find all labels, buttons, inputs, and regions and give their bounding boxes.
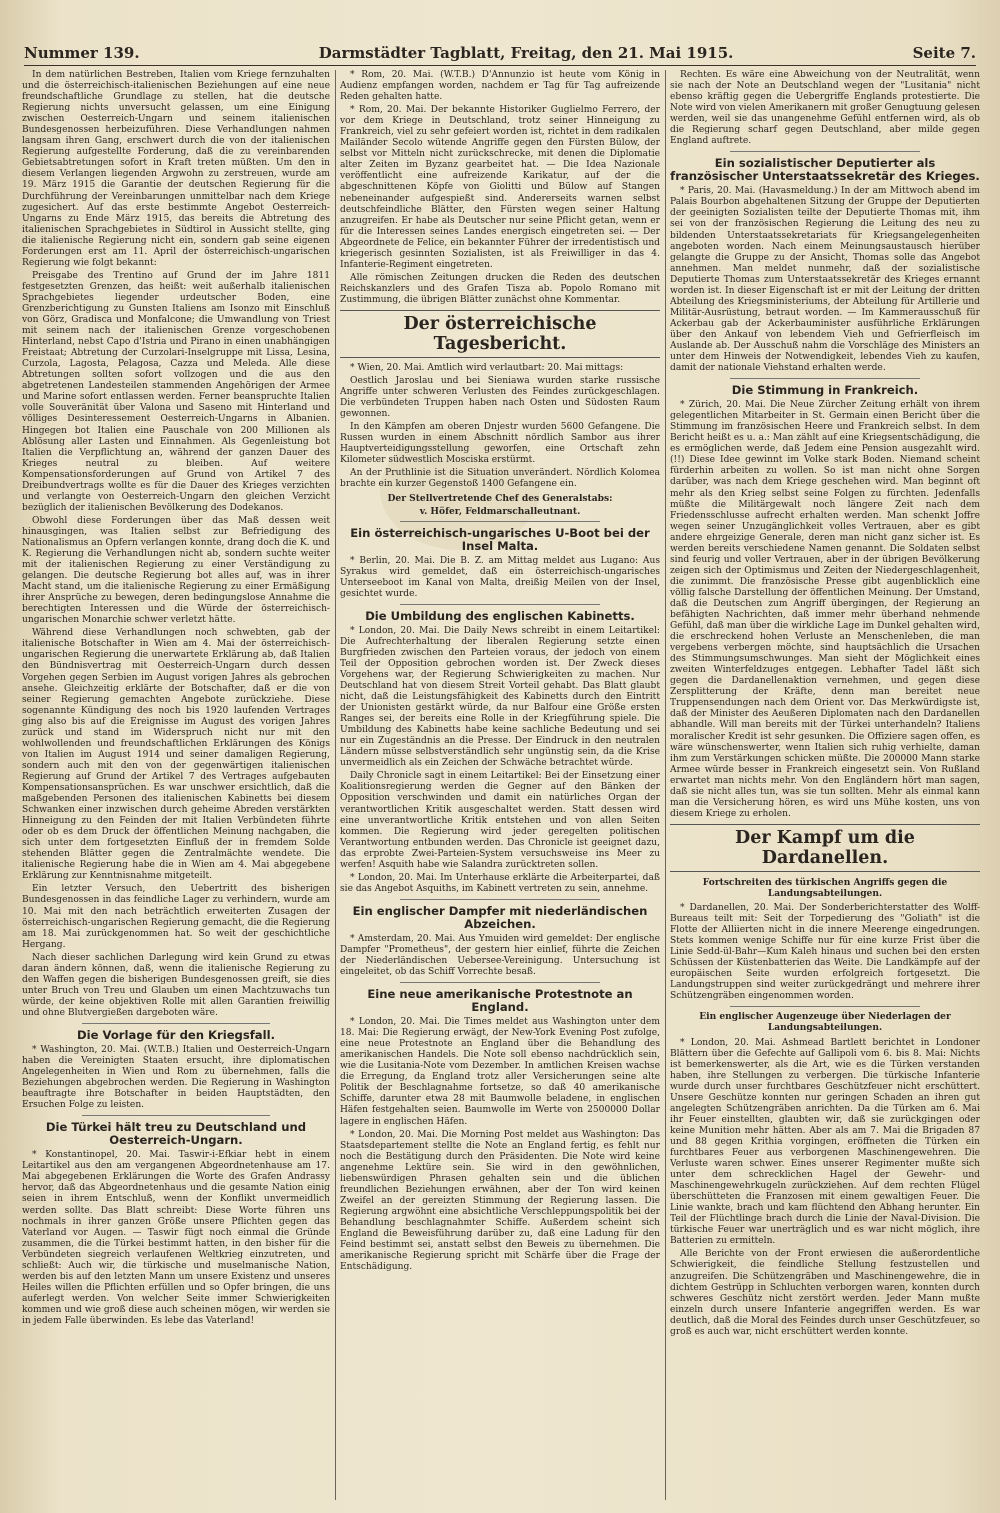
paragraph: In den Kämpfen am oberen Dnjestr wurden 5600 Gefangene. Die Russen wurden in einem Abschnitt nördlich Sambor aus ihrer Hauptverteidigungsstellung geworfen, eine Ortschaft zehn Kilometer südwestlich Mosciska erstürmt. xyxy=(340,422,660,466)
headline-augenzeuge: Ein englischer Augenzeuge über Niederlagen der Landungsabteilungen. xyxy=(699,1011,951,1034)
paragraph: Rechten. Es wäre eine Abweichung von der Neutralität, wenn sie nach der Note an Deutschland wegen der "Lusitania" nicht ebenso kräftig gegen die Uebergriffe Englands protestierte. Die Note wird von vielen Amerikanern mit großer Genugtuung gelesen werden, weil sie das unangenehme Gefühl entfernen wird, als ob die Regierung scharf gegen Deutschland, aber milde gegen England auftrete. xyxy=(670,70,980,147)
paragraph: * Rom, 20. Mai. (W.T.B.) D'Annunzio ist heute vom König in Audienz empfangen worden, nachdem er Tag für Tag aufreizende Reden gehalten hatte. xyxy=(340,70,660,103)
paragraph: Alle Berichte von der Front erwiesen die außerordentliche Schwierigkeit, die feindliche Stellung festzustellen und anzugreifen. Die Schützengräben und Maschinengewehre, die in dichtem Gestrüpp in Schluchten verborgen waren, konnten durch schweres Geschütz nicht zerstört werden. Jeder Mann mußte einzeln durch unsere Infanterie angegriffen werden. Es war deutlich, daß die Moral des Feindes durch unser Geschützfeuer, so groß es auch war, nicht erschüttert werden konnte. xyxy=(670,1249,980,1337)
column-1 xyxy=(22,70,330,1500)
paragraph: In dem natürlichen Bestreben, Italien vom Kriege fernzuhalten und die österreichisch-italienischen Beziehungen auf eine neue freundschaftliche Grundlage zu stellen, hat die deutsche Regierung nichts unversucht gelassen, um eine Einigung zwischen Oesterreich-Ungarn und seinem italienischen Bundesgenossen herbeizuführen. Diese Verhandlungen nahmen langsam ihren Gang, erschwert durch die von der italienischen Regierung aufgestellte Forderung, daß die zu vereinbarenden Gebietsabtretungen sofort in Kraft treten müßten. Um den in diesem Verlangen liegenden Argwohn zu zerstreuen, wurde am 19. März 1915 die Garantie der deutschen Regierung für die Durchführung der Vereinbarungen unmittelbar nach dem Kriege zugesichert. Auf das erste bestimmte Angebot Oesterreich-Ungarns zu Ende März 1915, das bereits die Abtretung des italienischen Sprachgebietes in Südtirol in Aussicht stellte, ging die italienische Regierung nicht ein, sondern gab seine eigenen Forderungen erst am 11. April der österreichisch-ungarischen Regierung wie folgt bekannt: xyxy=(22,70,330,268)
divider xyxy=(400,982,600,983)
paragraph: * London, 20. Mai. Die Daily News schreibt in einem Leitartikel: Die Aufrechterhaltung der liberalen Regierung setzte einen Burgfrieden zwischen den Parteien voraus, der jedoch von einem Teil der Opposition gebrochen worden ist. Der Zweck dieses Vorgehens war, der Regierung Schwierigkeiten zu machen. Nur Deutschland hat von diesem Streit Vorteil gehabt. Das Blatt glaubt nicht, daß die Leistungsfähigkeit des Kabinetts durch den Eintritt der Unionisten gestärkt würde, da nur Balfour eine Größe ersten Ranges sei, der bereits eine Rolle in der Kriegführung spiele. Die Umbildung des Kabinetts habe keine sachliche Bedeutung und sei nur ein Zugeständnis an die Presse. Der Eindruck in den neutralen Ländern müsse selbstverständlich sehr ungünstig sein, da die Krise unvermeidlich als ein Zeichen der Schwäche betrachtet würde. xyxy=(340,625,660,769)
divider xyxy=(400,521,600,522)
paragraph: * London, 20. Mai. Die Times meldet aus Washington unter dem 18. Mai: Die Regierung erwägt, der New-York Evening Post zufolge, eine neue Protestnote an England über die Behandlung des amerikanischen Handels. Die Note soll ebenso nachdrücklich sein, wie die Lusitania-Note vom Dezember. In amtlichen Kreisen wachse die Erregung, da England trotz aller Versicherungen seine alte Politik der Beschlagnahme fortsetze, so daß 40 amerikanische Schiffe, darunter etwa 28 mit Baumwolle beladene, in englischen Häfen festgehalten seien. Baumwolle im Werte von 2500000 Dollar lagere in englischen Häfen. xyxy=(340,1017,660,1127)
divider xyxy=(730,151,920,152)
signature-title: Der Stellvertretende Chef des Generalstabs: xyxy=(387,492,613,504)
column-rule xyxy=(665,70,666,1500)
headline-umbildung: Die Umbildung des englischen Kabinetts. xyxy=(365,608,635,623)
paragraph: Während diese Verhandlungen noch schwebten, gab der italienische Botschafter in Wien am 4. Mai der österreichisch-ungarischen Regierung die unerwartete Erklärung ab, daß Italien den Bündnisvertrag mit Oesterreich-Ungarn durch dessen Vorgehen gegen Serbien im August vorigen Jahres als gebrochen ansehe. Gleichzeitig erklärte der Botschafter, daß er die von seiner Regierung gemachten Angebote zurückziehe. Diese sogenannte Kündigung des noch bis 1920 laufenden Vertrages ging also bis auf die Ereignisse im August des vorigen Jahres zurück und stand im Widerspruch nicht nur mit den wohlwollenden und freundschaftlichen Erklärungen des Königs von Italien im August 1914 und seiner damaligen Regierung, sondern auch mit den von der gegenwärtigen italienischen Regierung auf Grund der Artikel 7 des Vertrages aufgebauten Kompensationsansprüchen. Es war unschwer ersichtlich, daß die maßgebenden Personen des italienischen Kabinetts bei diesem Schwanken einer inzwischen durch geheime Abreden verstärkten Hinneigung zu den Feinden der mit Italien Verbündeten führte oder ob es dem Druck der öffentlichen Meinung nachgaben, die sich unter dem fortgesetzten Einfluß der in fremdem Solde stehenden Blätter gegen die Zentralmächte wendete. Die italienische Regierung habe die in Wien am 4. Mai abgegebene Erklärung zur Kenntnisnahme mitgeteilt. xyxy=(22,628,330,882)
headline-sozialist: Ein sozialistischer Deputierter als französischer Unterstaatssekretär des Krieges. xyxy=(670,156,980,184)
divider xyxy=(730,378,920,379)
headline-stimmung: Die Stimmung in Frankreich. xyxy=(731,383,919,398)
headline-protestnote: Eine neue amerikanische Protestnote an England. xyxy=(367,987,633,1015)
paragraph: * Paris, 20. Mai. (Havasmeldung.) In der am Mittwoch abend im Palais Bourbon abgehaltenen Sitzung der Gruppe der Deputierten der geeinigten Sozialisten teilte der Deputierte Thomas mit, ihm sei von der französischen Regierung die Leitung des neu zu bildenden Unterstaatssekretariats für Kriegsangelegenheiten angeboten worden. Nach einem Meinungsaustausch hierüber gelangte die Gruppe zu der Ansicht, Thomas solle das Angebot annehmen. Man meldet nunmehr, daß der sozialistische Deputierte Thomas zum Unterstaatssekretär des Krieges ernannt worden ist. In dieser Eigenschaft ist er mit der Leitung der dritten Abteilung des Kriegsministeriums, der Abteilung für Artillerie und Militär-Ausrüstung, betraut worden. — Im Kammerausschuß für Ackerbau gab der Ackerbauminister ausführliche Erklärungen über den Ankauf von lebendem Vieh und Gefrierfleisch im Auslande ab. Der Ausschuß nahm die Vorschläge des Ministers an unter dem Hinweis der Notwendigkeit, lebendes Vieh zu kaufen, damit der nationale Viehstand erhalten werde. xyxy=(670,186,980,374)
paragraph: * Washington, 20. Mai. (W.T.B.) Italien und Oesterreich-Ungarn haben die Vereinigten Staaten ersucht, ihre diplomatischen Angelegenheiten in Wien und Rom zu übernehmen, falls die Beziehungen abgebrochen werden. Die Regierung in Washington beauftragte ihre Botschafter in beiden Hauptstädten, den Ersuchen Folge zu leisten. xyxy=(22,1044,330,1111)
paragraph: Ein letzter Versuch, den Uebertritt des bisherigen Bundesgenossen in das feindliche Lager zu verhindern, wurde am 10. Mai mit den nach beträchtlich erweiterten Zusagen der österreichisch-ungarischen Regierung gemacht, die die Regierung am 18. Mai zurückgenommen hat. So weit der geschichtliche Hergang. xyxy=(22,884,330,950)
paragraph: Daily Chronicle sagt in einem Leitartikel: Bei der Einsetzung einer Koalitionsregierung werden die Gegner auf den Bänken der Opposition verschwinden und damit ein natürliches Organ der verantwortlichen Kritik ausgeschaltet werden. Statt dessen wird eine unverantwortliche Kritik entstehen und von allen Seiten kommen. Die Regierung wird jeder geregelten politischen Verantwortung entbunden werden. Das Chronicle ist geeignet dazu, das erprobte Zwei-Parteien-System versuchsweise ins Meer zu werfen! Asquith habe wie Salandra zurücktreten sollen. xyxy=(340,771,660,870)
paragraph: * Zürich, 20. Mai. Die Neue Zürcher Zeitung erhält von ihrem gelegentlichen Mitarbeiter in St. Germain einen Bericht über die Stimmung im französischen Heere und Frankreich selbst. In dem Bericht heißt es u. a.: Man zählt auf eine Kriegsentschädigung, die es ermöglichen werde, daß Jedem eine Pension ausgezahlt wird. (!!) Diese Idee gewinnt im Volke stark Boden. Niemand scheint fürderhin arbeiten zu wollen. So ist man nicht ohne Sorgen darüber, was nach dem Kriege geschehen wird. Man beginnt oft mehr als den Krieg selbst seine Folgen zu fürchten. Jedenfalls müßte die Militärgewalt noch längere Zeit nach dem Friedensschlusse aufrecht erhalten werden. Man schenkt Joffre wegen seiner Unzugänglichkeit volles Vertrauen, aber es gibt andere ehrgeizige Generale, deren man nicht ganz sicher ist. Es werden bereits verschiedene Namen genannt. Die Soldaten selbst sind feurig und voller Vertrauen, aber in der übrigen Bevölkerung zeigen sich der Optimismus und Zeiten der Niedergeschlagenheit, die zunimmt. Die französische Presse gibt augenblicklich eine völlig falsche Darstellung der öffentlichen Meinung. Der Umstand, daß die Deutschen zum Angriff übergingen, der Regierung an befähigten Nachrichten, daß immer mehr überhand nehmende Gefühl, daß man über die wirkliche Lage im Dunkel gehalten wird, die erschreckend hohen Verluste an Menschenleben, die man vergebens verbergen möchte, sind hauptsächlich die Ursachen des Stimmungsumschwunges. Man sieht der Möglichkeit eines zweiten Winterfeldzuges entgegen. Lebhafter Tadel läßt sich gegen die Dardanellenaktion vernehmen, und gegen diese Zersplitterung der Kräfte, denn man bereitet neue Truppensendungen nach dem Orient vor. Das Merkwürdigste ist, daß der Minister des Aeußeren Diplomaten nach den Dardanellen abhandle. Will man bereits mit der Türkei unterhandeln? Italiens moralischer Kredit ist sehr gesunken. Die Offiziere sagen offen, es wäre wünschenswerter, wenn Italien sich ruhig verhielte, daman ihm zum Verstärkungen schicken müßte. Die 200000 Mann starke Armee würde besser in Frankreich eingesetzt sein. Von Rußland erwartet man nichts mehr. Von den Engländern hört man sagen, daß sie nicht alles tun, was sie tun sollten. Mehr als einmal kann man die Versicherung hören, es wird uns Mühe kosten, uns von diesem Kriege zu erholen. xyxy=(670,400,980,819)
headline-dardanellen: Der Kampf um die Dardanellen. xyxy=(670,824,980,872)
newspaper-title: Darmstädter Tagblatt, Freitag, den 21. Mai 1915. xyxy=(318,44,734,62)
paragraph: An der Pruthlinie ist die Situation unverändert. Nördlich Kolomea brachte ein kurzer Gegenstoß 1400 Gefangene ein. xyxy=(340,468,660,490)
paragraph: Alle römischen Zeitungen drucken die Reden des deutschen Reichskanzlers und des Grafen Tisza ab. Popolo Romano mit Zustimmung, die übrigen Blätter zunächst ohne Kommentar. xyxy=(340,272,660,305)
divider xyxy=(82,1115,270,1116)
paragraph: Nach dieser sachlichen Darlegung wird kein Grund zu etwas daran ändern können, daß, wenn die italienische Regierung zu den Waffen gegen die bisherigen Bundesgenossen greift, sie dies unter Bruch von Treu und Glauben um einen Machtzuwachs tun würde, der keine objektiven Rolle mit allen Garantien freiwillig und ohne Blutvergießen dargeboten wäre. xyxy=(22,952,330,1018)
column-3 xyxy=(670,70,980,1500)
headline-vorlage: Die Vorlage für den Kriegsfall. xyxy=(77,1027,275,1042)
headline-tuerkei: Die Türkei hält treu zu Deutschland und Oesterreich-Ungarn. xyxy=(45,1120,307,1148)
column-rule xyxy=(335,70,336,1500)
paragraph: * Dardanellen, 20. Mai. Der Sonderberichterstatter des Wolff-Bureaus teilt mit: Seit der Torpedierung des "Goliath" ist die Flotte der Alliierten nicht in die innere Meerenge eingedrungen. Stets kommen wenige Schiffe nur für eine kurze Frist über die Linie Sedd-ül-Bahr—Kum Kaleh hinaus und suchen bei den ersten Schüssen der Küstenbatterien das Weite. Die Landkämpfe auf der europäischen Seite wurden erfolgreich fortgesetzt. Die Landungstruppen sind weiter zurückgedrängt und mehrere ihrer Schützengräben eingenommen worden. xyxy=(670,903,980,1002)
headline-uboot: Ein österreichisch-ungarisches U-Boot bei der Insel Malta. xyxy=(350,525,650,553)
paragraph: * Wien, 20. Mai. Amtlich wird verlautbart: 20. Mai mittags: xyxy=(350,362,624,373)
paragraph: Obwohl diese Forderungen über das Maß dessen weit hinausgingen, was Italien selbst zur Befriedigung des Nationalismus an Opfern verlangen konnte, drang doch die K. und K. Regierung die Verhandlungen nicht ab, sondern suchte weiter mit der italienischen Regierung zu einer Verständigung zu gelangen. Die deutsche Regierung bot alles auf, was in ihrer Macht stand, um die italienische Regierung zu einer Ermäßigung ihrer Ansprüche zu bewegen, deren bedingungslose Annahme die berechtigten Interessen und die Würde der österreichisch-ungarischen Monarchie schwer verletzt hätte. xyxy=(22,515,330,626)
paragraph: * Berlin, 20. Mai. Die B. Z. am Mittag meldet aus Lugano: Aus Syrakus wird gemeldet, daß ein österreichisch-ungarisches Unterseeboot im Kanal von Malta, dreißig Meilen von der Insel, gesichtet wurde. xyxy=(340,555,660,599)
paragraph: * London, 20. Mai. Die Morning Post meldet aus Washington: Das Staatsdepartement stellte die Note an England fertig, es fehlt nur noch die Bestätigung durch den Präsidenten. Die Note wird keine angenehme Lektüre sein. Sie wird in den gewöhnlichen, liebenswürdigen Phrasen gehalten sein und die üblichen freundlichen Beziehungen erwähnen, aber der Ton wird keinen Zweifel an der gereizten Stimmung der Regierung lassen. Die Regierung argwöhnt eine absichtliche Verschleppungspolitik bei der Behandlung beschlagnahmter Schiffe. Außerdem scheint sich England die Beweisführung darüber zu, daß eine Ladung für den Feind bestimmt sei, anstatt selbst den Beweis zu übernehmen. Die amerikanische Regierung spricht mit Schärfe über die Frage der Entschädigung. xyxy=(340,1129,660,1273)
paragraph: * Amsterdam, 20. Mai. Aus Ymuiden wird gemeldet: Der englische Dampfer "Prometheus", der gestern hier einlief, führte die Zeichen der Niederländischen Uebersee-Vereinigung. Untersuchung ist eingeleitet, ob das Schiff Vorrechte besaß. xyxy=(340,933,660,978)
divider xyxy=(400,604,600,605)
paragraph: Oestlich Jaroslau und bei Sieniawa wurden starke russische Angriffe unter schweren Verlusten des Feindes zurückgeschlagen. Die verbündeten Truppen haben nach Osten und Südosten Raum gewonnen. xyxy=(340,376,660,420)
signature-name: v. Höfer, Feldmarschalleutnant. xyxy=(419,505,581,517)
paragraph: * Rom, 20. Mai. Der bekannte Historiker Guglielmo Ferrero, der vor dem Kriege in Deutschland, trotz seiner Hinneigung zu Frankreich, viel zu sehr gefeiert worden ist, richtet in dem radikalen Mailänder Secolo wütende Angriffe gegen den Fürsten Bülow, der selbst vor Mitteln nicht zurückschrecke, mit denen die Diplomatie alter Zeiten im Byzanz gearbeitet hat. — Die Idea Nazionale veröffentlicht eine aufreizende Karikatur, auf der die abgeschnittenen Köpfe von Giolitti und Bülow auf Stangen nebeneinander aufgespießt sind. Andererseits warnen selbst deutschfeindliche Blätter, den Fürsten wegen seiner Haltung anzugreifen. Er habe als Deutscher nur seine Pflicht getan, wenn er für die Interessen seines Landes energisch eingetreten sei. — Der Abgeordnete de Felice, ein bekannter Führer der irredentistisch und kriegerisch gesinnten Sozialisten, ist als Freiwilliger in das 4. Infanterie-Regiment eingetreten. xyxy=(340,105,660,270)
paragraph: * Konstantinopel, 20. Mai. Taswir-i-Efkiar hebt in einem Leitartikel aus den am vergangenen Abgeordnetenhause am 17. Mai abgegebenen Erklärungen die Worte des Grafen Andrassy hervor, daß das Abgeordnetenhaus und die gesamte Nation einig seien in ihrem Entschluß, wenn der Konflikt unvermeidlich werden sollte. Das Blatt schreibt: Diese Worte führen uns nochmals in ihrer ganzen Größe unsere Pflichten gegen das Vaterland vor Augen. — Taswir fügt noch einmal die Gründe zusammen, die die Türkei bestimmt hatten, in den bisher für die Verbündeten siegreich verlaufenen Weltkrieg einzutreten, und schließt: Auch wir, die türkische und muselmanische Nation, werden bis auf den letzten Mann um unsere Existenz und unseres Heiles willen die Pflichten erfüllen und so Opfer bringen, die uns auferlegt werden. Von welcher Seite immer Schwierigkeiten kommen und wie groß diese auch scheinen mögen, wir werden sie in jedem Falle überwinden. Es lebe das Vaterland! xyxy=(22,1150,330,1326)
paragraph: * London, 20. Mai. Im Unterhause erklärte die Arbeiterpartei, daß sie das Angebot Asquiths, im Kabinett vertreten zu sein, annehme. xyxy=(340,872,660,894)
page-number: Seite 7. xyxy=(912,44,976,62)
issue-number: Nummer 139. xyxy=(24,44,140,62)
column-2 xyxy=(340,70,660,1500)
headline-dampfer: Ein englischer Dampfer mit niederländischen Abzeichen. xyxy=(352,903,648,931)
masthead xyxy=(24,40,976,66)
paragraph: * London, 20. Mai. Ashmead Bartlett berichtet in Londoner Blättern über die Gefechte auf Gallipoli vom 6. bis 8. Mai: Nichts ist bemerkenswerter, als die Art, wie es die Türken verstanden haben, ihre Stellungen zu verbergen. Die türkische Infanterie wurde durch unser furchtbares Geschützfeuer nicht erschüttert. Unsere Geschütze konnten nur geringen Schaden an ihren gut angelegten Schützengräben anrichten. Da die Türken am 6. Mai ihr Feuer einstellten, glaubten wir, daß sie zurückgingen oder keine Munition mehr hätten. Aber als am 7. Mai die Brigaden 87 und 88 gegen Krithia vorgingen, eröffneten die Türken ein furchtbares Feuer aus verborgenen Maschinengewehren. Die Verluste waren schwer. Eines unserer Regimenter mußte sich unter dem schrecklichen Hagel der Gewehr- und Maschinengewehrkugeln zurückziehen. Auf dem rechten Flügel überschütteten die Franzosen mit einem gewaltigen Feuer. Die Linie wankte, brach und kam flüchtend den Abhang herunter. Ein Teil der Flüchtlinge brach durch die Linie der Naval-Division. Die türkische Feuer war unerträglich und es war nicht möglich, ihre Batterien zu ermitteln. xyxy=(670,1037,980,1247)
divider xyxy=(400,899,600,900)
divider xyxy=(82,1023,270,1024)
subheadline-dardanellen: Fortschreiten des türkischen Angriffs gegen die Landungsabteilungen. xyxy=(702,876,948,899)
paragraph: Preisgabe des Trentino auf Grund der im Jahre 1811 festgesetzten Grenzen, das heißt: weit außerhalb italienischen Sprachgebietes liegender urdeutscher Boden, eine Grenzberichtigung zu Gunsten Italiens am Isonzo mit Einschluß von Görz, Gradisca und Monfalcone; die Umwandlung von Triest mit seinem nach der italienischen Grenze vorgeschobenen Hinterland, nebst Capo d'Istria und Pirano in einen unabhängigen Freistaat; Abtretung der Curzolari-Inselgruppe mit Lissa, Lesina, Curzola, Lagosta, Pelagosa, Cazza und Meleda. Alle diese Abtretungen sollten sofort vollzogen und die aus den abgetretenen Landesteilen stammenden Angehörigen der Armee und Marine sofort entlassen werden. Ferner beanspruchte Italien volle Souveränität über Valona und Saseno mit Hinterland und völliges Desinteressement Oesterreich-Ungarns in Albanien. Hingegen bot Italien eine Pauschale von 200 Millionen als Ablösung aller Lasten und Einnahmen. Als Gegenleistung bot Italien die Verpflichtung an, während der ganzen Dauer des Krieges neutral zu bleiben. Auf weitere Kompensationsforderungen auf Grund von Artikel 7 des Dreibundvertrags wollte es für die Dauer des Krieges verzichten und verlangte von Oesterreich-Ungarn den gleichen Verzicht bezüglich der italienischen Bevölkerung des Dodekanos. xyxy=(22,270,330,513)
divider xyxy=(730,1006,920,1007)
headline-tagesbericht: Der österreichische Tagesbericht. xyxy=(340,310,660,358)
